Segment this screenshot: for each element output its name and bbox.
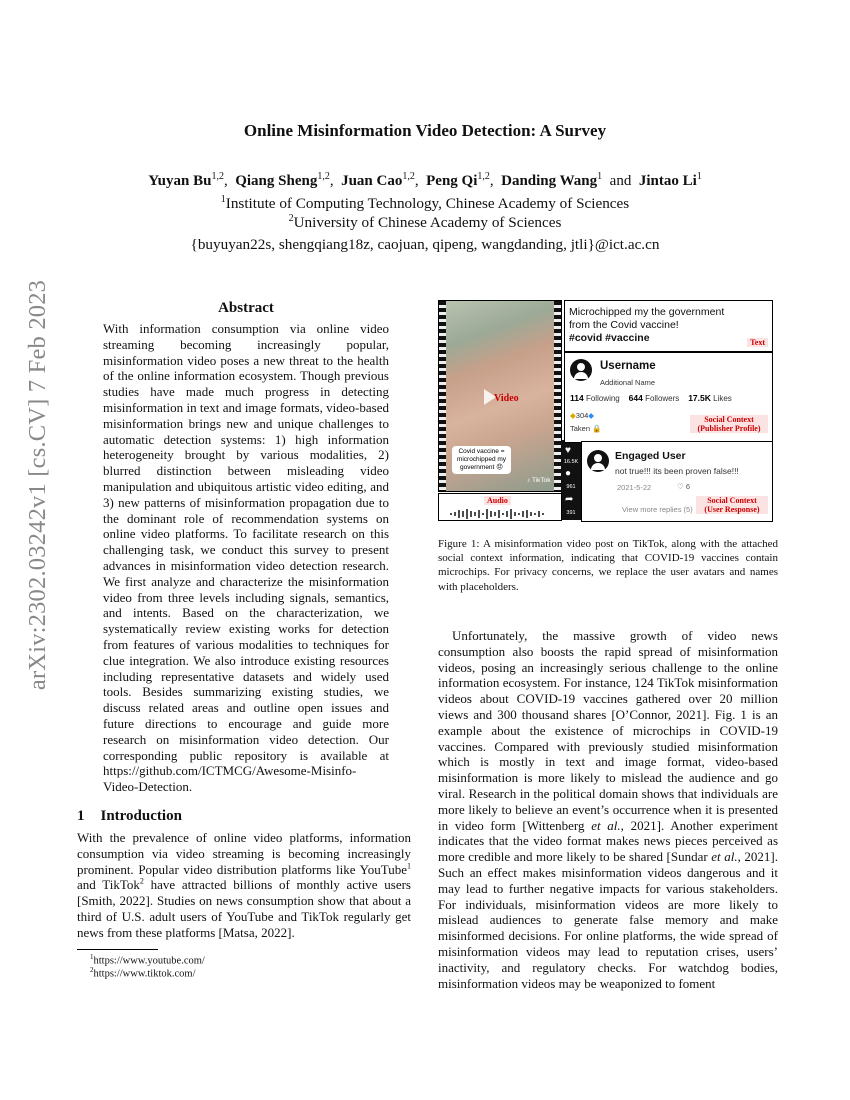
avatar (570, 359, 592, 381)
likes-label: Likes (713, 394, 732, 403)
intro-text-a: With the prevalence of online video platforms, information consumption via video streaming is becoming increasingly prominent. Popular video distribution platforms like YouTube (77, 830, 411, 877)
heart-icon: ♥ (565, 445, 571, 456)
publisher-stats (570, 393, 732, 403)
video-frame (438, 300, 562, 492)
arxiv-id-text: arXiv:2302.03242v1 [cs.CV] 7 Feb 2023 (24, 279, 51, 691)
comment-date: 2021-5-22 (617, 483, 652, 492)
engaged-user-name: Engaged User (615, 450, 686, 462)
abstract-heading: Abstract (218, 300, 274, 316)
following-label: Following (585, 394, 620, 403)
side-comments-count: 961 (566, 484, 576, 490)
publisher-profile-panel (564, 352, 773, 443)
comment-like (677, 482, 690, 491)
label-video: Video (494, 393, 519, 404)
author-name: Danding Wang (501, 173, 598, 189)
post-text-panel (564, 300, 773, 352)
affil-text: Institute of Computing Technology, Chinese Academy of Sciences (225, 195, 630, 213)
affil-sup: 1 (220, 194, 226, 205)
followers-count: 644 (628, 393, 643, 403)
abstract-text: With information consumption via online video streaming becoming increasingly popular, misinformation video poses a new threat to the health of the online information ecosystem. Though previous studies have made much progress in detecting misinformation in text and image formats, video-based misinformation brings new and unique challenges to automatic detection systems: 1) high information heterogeneity brought by various modalities, 2) blurred distinction between misleading video manipulation and ubiquitous artistic video editing, and 3) new patterns of misinformation propagation due to the dominant role of recommendation systems on online video platforms. To facilitate research on this challenging task, we conduct this survey to present advances in misinformation video detection research. We first analyze and characterize the misinformation video from three levels including signals, semantics, and intents. Based on the characterization, we systematically review existing works for detection from features of various modalities to techniques for clue integration. We also introduce existing resources including representative datasets and widely used tools. Besides summarizing existing studies, we discuss related areas and outline open issues and future directions to encourage and guide more research on misinformation video detection. Our corresponding public repository is available at https://github.com/ICTMCG/Awesome-Misinfo-Video-Detection. (103, 321, 389, 795)
et-al: et al. (591, 817, 621, 833)
body-text-c: , 2021]. Such an effect makes misinformation videos dangerous and it may lead to further negative impacts for various stakeholders. For individuals, misinformation videos are more likely to mislead audiences to generate false memory and make misinformed decisions. For online platforms, the wide spread of misinformation videos may lead to reputation crises, users’ inactivity, and regulatory checks. For watchdog bodies, misinformation videos may be weaponized to foment (438, 849, 778, 991)
author-name: Peng Qi (426, 173, 478, 189)
footnote-rule (77, 949, 158, 950)
post-text (569, 306, 724, 345)
post-hashtags: #covid #vaccine (569, 332, 650, 344)
coins-row (570, 411, 594, 420)
author-list: Yuyan Bu$^{1,2}$, Qiang Sheng$^{1,2}$, Juan Cao$^{1,2}$, Peng Qi$^{1,2}$, Danding Wang$^1$ and Jintao Li$^1$ (148, 171, 702, 189)
footnote-ref-2: 2 (139, 877, 144, 887)
publisher-username: Username (600, 360, 656, 372)
following-count: 114 (570, 393, 584, 403)
footnote-text: https://www.tiktok.com/ (93, 968, 196, 980)
et-al: et al. (711, 849, 738, 865)
footnote-2 (90, 966, 196, 980)
author-name: Qiang Sheng (235, 173, 318, 189)
footnote-text: https://www.youtube.com/ (93, 955, 205, 967)
author-affil-sup: 1,2 (211, 171, 224, 182)
section-title: Introduction (100, 808, 182, 824)
audio-waveform (449, 509, 549, 519)
side-likes-count: 16.5K (563, 459, 579, 465)
right-column-paragraph (438, 628, 778, 991)
comment-text: not true!!! its been proven false!!! (615, 466, 739, 476)
affiliation-2 (0, 213, 850, 232)
affiliation-1 (0, 194, 850, 213)
author-affil-sup: 1,2 (402, 171, 415, 182)
footnote-1 (90, 953, 205, 967)
post-text-line: from the Covid vaccine! (569, 319, 679, 331)
audio-panel (438, 493, 562, 521)
introduction-paragraph (77, 830, 411, 941)
coin-icon: ◆ (570, 411, 576, 420)
avatar (587, 450, 609, 472)
footnote-sup: 2 (90, 966, 94, 974)
taken-status: Taken 🔒 (570, 424, 602, 433)
author-name: Yuyan Bu (148, 173, 212, 189)
author-affil-sup: 1 (597, 171, 603, 182)
figure-1 (438, 300, 773, 520)
footnote-ref-1: 1 (407, 861, 411, 871)
heart-outline-icon: ♡ (677, 482, 684, 491)
publisher-additional-name: Additional Name (600, 378, 656, 387)
affil-sup: 2 (288, 213, 294, 224)
label-text: Text (747, 338, 768, 347)
post-text-line: Microchipped my the government (569, 306, 725, 318)
body-text-b: , 2021]. Another experiment indicates that the video format makes news pieces perceived as more credible and more likely to be shared [Sundar (438, 817, 778, 865)
diamond-icon: ◆ (588, 411, 595, 420)
coins-count: 304 (575, 411, 589, 420)
share-icon: ➦ (565, 494, 574, 505)
label-social-user: Social Context (User Response) (696, 496, 768, 514)
side-action-strip (561, 440, 581, 520)
view-replies-link: View more replies (5) (622, 505, 693, 514)
side-shares-count: 391 (566, 510, 576, 516)
tiktok-watermark: ♪ TikTok (527, 477, 551, 484)
author-affil-sup: 1,2 (477, 171, 490, 182)
figure-caption: Figure 1: A misinformation video post on TikTok, along with the attached social context information, indicating that COVID-19 vaccines contain microchips. For privacy concerns, we replace the user avatars and names with placeholders. (438, 538, 778, 593)
section-heading-introduction (77, 808, 182, 825)
body-text-a: Unfortunately, the massive growth of video news consumption also boosts the rapid spread of misinformation videos, posing an increasingly serious challenge to the online information ecosystem. For instance, 124 TikTok misinformation videos about COVID-19 vaccines gathered over 20 million views and 300 thousand shares [O’Connor, 2021]. Fig. 1 is an example about the existence of microchips in COVID-19 vaccines. Compared with previously studied misinformation which is mostly in text and image format, video-based misinformation is more likely to mislead the audience and go viral. Research in the political domain shows that individuals are more likely to believe an event’s occurrence when it is presented in video form [Wittenberg (438, 628, 778, 833)
section-number: 1 (77, 808, 85, 824)
affil-text: University of Chinese Academy of Sciences (293, 214, 562, 232)
filmstrip-right (554, 301, 561, 491)
author-affil-sup: 1,2 (317, 171, 330, 182)
label-audio: Audio (484, 496, 511, 505)
author-affil-sup: 1 (696, 171, 702, 182)
user-response-panel (581, 441, 773, 522)
author-emails: {buyuyan22s, shengqiang18z, caojuan, qipeng, wangdanding, jtli}@ict.ac.cn (190, 236, 660, 253)
author-name: Juan Cao (341, 173, 403, 189)
arxiv-identifier (16, 279, 60, 691)
comment-icon: ● (565, 468, 572, 479)
paper-title: Online Misinformation Video Detection: A Survey (243, 121, 607, 140)
followers-label: Followers (645, 394, 680, 403)
likes-count: 17.5K (688, 393, 711, 403)
label-social-publisher: Social Context (Publisher Profile) (690, 415, 768, 433)
video-overlay-caption: Covid vaccine = microchipped my government 😠 (452, 446, 511, 474)
intro-text-c: have attracted billions of monthly active users [Smith, 2022]. Studies on news consumption show that about a third of U.S. adult users of YouTube and TikTok regularly get news from these platforms [Matsa, 2022]. (77, 877, 411, 940)
filmstrip-left (439, 301, 446, 491)
footnote-sup: 1 (90, 953, 94, 961)
intro-text-b: and TikTok (77, 877, 140, 893)
author-name: Jintao Li (638, 173, 697, 189)
comment-likes-count: 6 (685, 482, 690, 491)
author-and: and (609, 173, 632, 189)
